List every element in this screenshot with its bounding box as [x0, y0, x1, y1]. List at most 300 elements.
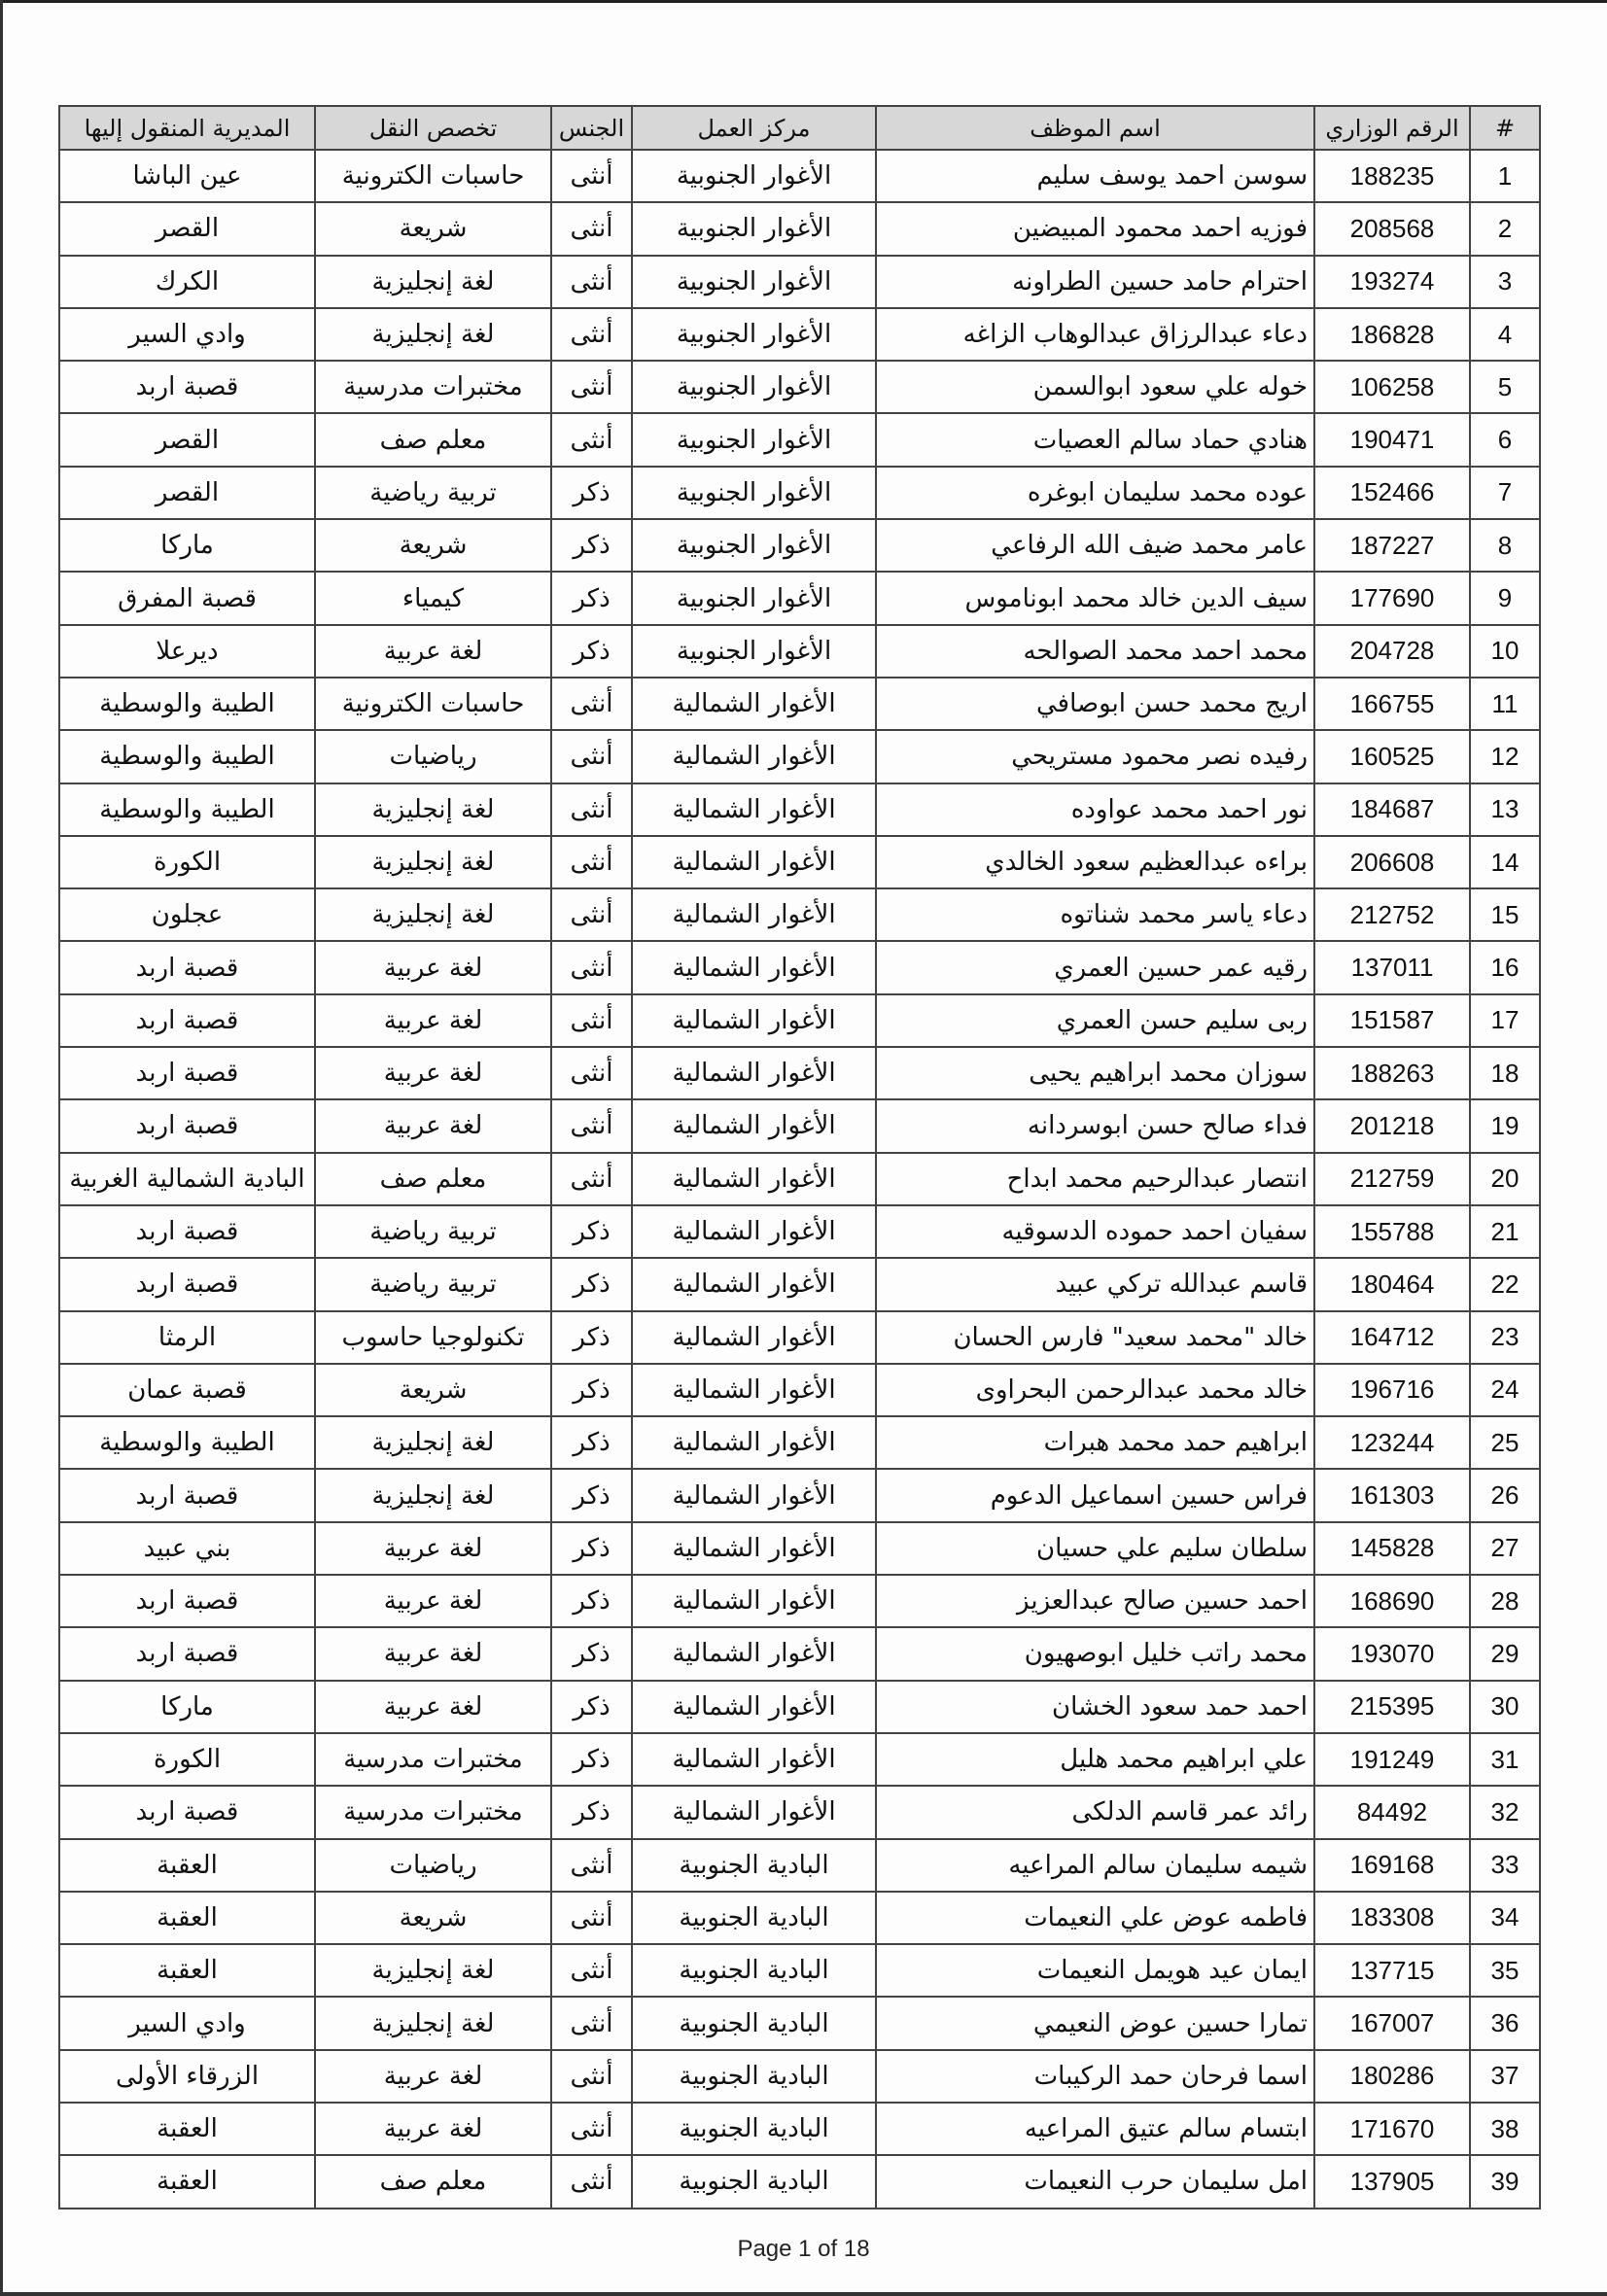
- cell-target-directorate: القصر: [59, 413, 315, 466]
- cell-row-number: 11: [1470, 678, 1540, 730]
- cell-gender: أنثى: [551, 361, 632, 413]
- table-row: [59, 1469, 1540, 1521]
- cell-row-number: 15: [1470, 888, 1540, 941]
- cell-work-center: الأغوار الشمالية: [632, 1099, 876, 1152]
- cell-target-directorate: وادي السير: [59, 308, 315, 361]
- cell-employee-name: سلطان سليم علي حسيان: [876, 1522, 1314, 1575]
- cell-employee-name: خالد "محمد سعيد" فارس الحسان: [876, 1311, 1314, 1364]
- cell-work-center: الأغوار الجنوبية: [632, 150, 876, 202]
- table-row: [59, 994, 1540, 1047]
- cell-transfer-specialty: تكنولوجيا حاسوب: [315, 1311, 551, 1364]
- header-num: #: [1470, 106, 1540, 150]
- cell-target-directorate: الكورة: [59, 836, 315, 888]
- cell-gender: أنثى: [551, 2050, 632, 2103]
- cell-work-center: الأغوار الجنوبية: [632, 361, 876, 413]
- cell-transfer-specialty: لغة عربية: [315, 1627, 551, 1680]
- cell-ministry-id: 106258: [1314, 361, 1470, 413]
- table-row: [59, 1681, 1540, 1733]
- cell-transfer-specialty: شريعة: [315, 519, 551, 572]
- cell-employee-name: خالد محمد عبدالرحمن البحراوى: [876, 1364, 1314, 1416]
- cell-gender: أنثى: [551, 1944, 632, 1997]
- cell-ministry-id: 193070: [1314, 1627, 1470, 1680]
- cell-work-center: البادية الجنوبية: [632, 2155, 876, 2208]
- cell-target-directorate: الرمثا: [59, 1311, 315, 1364]
- page-number: Page 1 of 18: [737, 2236, 870, 2262]
- cell-ministry-id: 161303: [1314, 1469, 1470, 1521]
- cell-row-number: 28: [1470, 1575, 1540, 1627]
- cell-row-number: 26: [1470, 1469, 1540, 1521]
- cell-target-directorate: قصبة اربد: [59, 1258, 315, 1310]
- table-row: [59, 1205, 1540, 1258]
- cell-transfer-specialty: شريعة: [315, 1364, 551, 1416]
- cell-row-number: 34: [1470, 1892, 1540, 1944]
- cell-employee-name: ابراهيم حمد محمد هبرات: [876, 1416, 1314, 1469]
- table-row: [59, 1364, 1540, 1416]
- cell-work-center: الأغوار الشمالية: [632, 994, 876, 1047]
- cell-ministry-id: 160525: [1314, 730, 1470, 783]
- cell-gender: ذكر: [551, 1733, 632, 1786]
- cell-gender: أنثى: [551, 941, 632, 993]
- cell-target-directorate: قصبة اربد: [59, 1205, 315, 1258]
- cell-work-center: البادية الجنوبية: [632, 1839, 876, 1892]
- cell-row-number: 3: [1470, 256, 1540, 308]
- cell-ministry-id: 212759: [1314, 1153, 1470, 1205]
- cell-work-center: الأغوار الجنوبية: [632, 625, 876, 678]
- cell-row-number: 16: [1470, 941, 1540, 993]
- cell-transfer-specialty: كيمياء: [315, 572, 551, 624]
- cell-employee-name: سيف الدين خالد محمد ابوناموس: [876, 572, 1314, 624]
- cell-row-number: 37: [1470, 2050, 1540, 2103]
- table-row: [59, 202, 1540, 255]
- table-row: [59, 1786, 1540, 1838]
- cell-gender: أنثى: [551, 2155, 632, 2208]
- cell-ministry-id: 137905: [1314, 2155, 1470, 2208]
- table-row: [59, 888, 1540, 941]
- cell-work-center: الأغوار الجنوبية: [632, 467, 876, 519]
- cell-gender: ذكر: [551, 1681, 632, 1733]
- cell-transfer-specialty: رياضيات: [315, 730, 551, 783]
- table-row: [59, 519, 1540, 572]
- cell-work-center: الأغوار الشمالية: [632, 783, 876, 836]
- cell-transfer-specialty: لغة إنجليزية: [315, 1997, 551, 2049]
- cell-row-number: 25: [1470, 1416, 1540, 1469]
- cell-gender: ذكر: [551, 1627, 632, 1680]
- cell-gender: أنثى: [551, 994, 632, 1047]
- cell-target-directorate: قصبة عمان: [59, 1364, 315, 1416]
- cell-transfer-specialty: لغة عربية: [315, 941, 551, 993]
- cell-gender: ذكر: [551, 1575, 632, 1627]
- cell-target-directorate: العقبة: [59, 2155, 315, 2208]
- cell-target-directorate: قصبة المفرق: [59, 572, 315, 624]
- cell-work-center: البادية الجنوبية: [632, 1997, 876, 2049]
- cell-ministry-id: 188235: [1314, 150, 1470, 202]
- cell-target-directorate: القصر: [59, 202, 315, 255]
- cell-employee-name: رفيده نصر محمود مستريحي: [876, 730, 1314, 783]
- cell-ministry-id: 191249: [1314, 1733, 1470, 1786]
- cell-target-directorate: بني عبيد: [59, 1522, 315, 1575]
- cell-target-directorate: الكورة: [59, 1733, 315, 1786]
- cell-employee-name: نور احمد محمد عواوده: [876, 783, 1314, 836]
- cell-ministry-id: 212752: [1314, 888, 1470, 941]
- cell-employee-name: فاطمه عوض علي النعيمات: [876, 1892, 1314, 1944]
- cell-gender: أنثى: [551, 730, 632, 783]
- cell-gender: أنثى: [551, 888, 632, 941]
- cell-target-directorate: العقبة: [59, 1892, 315, 1944]
- table-row: [59, 836, 1540, 888]
- cell-employee-name: عوده محمد سليمان ابوغره: [876, 467, 1314, 519]
- cell-work-center: الأغوار الشمالية: [632, 1522, 876, 1575]
- cell-transfer-specialty: مختبرات مدرسية: [315, 1733, 551, 1786]
- cell-gender: أنثى: [551, 1839, 632, 1892]
- cell-transfer-specialty: لغة إنجليزية: [315, 783, 551, 836]
- cell-gender: أنثى: [551, 202, 632, 255]
- cell-gender: ذكر: [551, 1364, 632, 1416]
- cell-row-number: 29: [1470, 1627, 1540, 1680]
- cell-ministry-id: 152466: [1314, 467, 1470, 519]
- cell-ministry-id: 151587: [1314, 994, 1470, 1047]
- cell-transfer-specialty: لغة عربية: [315, 625, 551, 678]
- cell-work-center: الأغوار الشمالية: [632, 1416, 876, 1469]
- cell-target-directorate: ماركا: [59, 519, 315, 572]
- cell-row-number: 35: [1470, 1944, 1540, 1997]
- cell-work-center: الأغوار الشمالية: [632, 1575, 876, 1627]
- table-row: [59, 1153, 1540, 1205]
- cell-target-directorate: وادي السير: [59, 1997, 315, 2049]
- cell-transfer-specialty: معلم صف: [315, 413, 551, 466]
- cell-transfer-specialty: رياضيات: [315, 1839, 551, 1892]
- cell-employee-name: انتصار عبدالرحيم محمد ابداح: [876, 1153, 1314, 1205]
- cell-gender: ذكر: [551, 467, 632, 519]
- cell-transfer-specialty: مختبرات مدرسية: [315, 361, 551, 413]
- cell-ministry-id: 180464: [1314, 1258, 1470, 1310]
- cell-target-directorate: قصبة اربد: [59, 1099, 315, 1152]
- cell-transfer-specialty: لغة إنجليزية: [315, 1416, 551, 1469]
- cell-employee-name: رقيه عمر حسين العمري: [876, 941, 1314, 993]
- cell-employee-name: دعاء عبدالرزاق عبدالوهاب الزاغه: [876, 308, 1314, 361]
- table-row: [59, 941, 1540, 993]
- cell-work-center: الأغوار الشمالية: [632, 1681, 876, 1733]
- table-row: [59, 2155, 1540, 2208]
- cell-gender: أنثى: [551, 2103, 632, 2155]
- table-row: [59, 413, 1540, 466]
- cell-ministry-id: 190471: [1314, 413, 1470, 466]
- cell-target-directorate: الزرقاء الأولى: [59, 2050, 315, 2103]
- cell-work-center: الأغوار الجنوبية: [632, 519, 876, 572]
- cell-work-center: البادية الجنوبية: [632, 1944, 876, 1997]
- cell-employee-name: سوزان محمد ابراهيم يحيى: [876, 1047, 1314, 1099]
- cell-transfer-specialty: لغة عربية: [315, 1047, 551, 1099]
- header-target-directorate: المديرية المنقول إليها: [59, 106, 315, 150]
- cell-employee-name: تمارا حسين عوض النعيمي: [876, 1997, 1314, 2049]
- cell-transfer-specialty: لغة عربية: [315, 2103, 551, 2155]
- cell-gender: أنثى: [551, 1047, 632, 1099]
- cell-target-directorate: العقبة: [59, 1944, 315, 1997]
- cell-ministry-id: 177690: [1314, 572, 1470, 624]
- cell-row-number: 24: [1470, 1364, 1540, 1416]
- cell-gender: ذكر: [551, 572, 632, 624]
- cell-target-directorate: قصبة اربد: [59, 941, 315, 993]
- cell-ministry-id: 169168: [1314, 1839, 1470, 1892]
- cell-employee-name: علي ابراهيم محمد هليل: [876, 1733, 1314, 1786]
- cell-gender: ذكر: [551, 1258, 632, 1310]
- cell-ministry-id: 208568: [1314, 202, 1470, 255]
- header-employee-name: اسم الموظف: [876, 106, 1314, 150]
- cell-work-center: الأغوار الشمالية: [632, 1153, 876, 1205]
- cell-transfer-specialty: مختبرات مدرسية: [315, 1786, 551, 1838]
- cell-work-center: الأغوار الجنوبية: [632, 256, 876, 308]
- cell-row-number: 10: [1470, 625, 1540, 678]
- cell-gender: ذكر: [551, 1416, 632, 1469]
- cell-target-directorate: الطيبة والوسطية: [59, 678, 315, 730]
- cell-transfer-specialty: لغة عربية: [315, 2050, 551, 2103]
- cell-employee-name: براءه عبدالعظيم سعود الخالدي: [876, 836, 1314, 888]
- cell-ministry-id: 193274: [1314, 256, 1470, 308]
- cell-target-directorate: البادية الشمالية الغربية: [59, 1153, 315, 1205]
- cell-transfer-specialty: معلم صف: [315, 1153, 551, 1205]
- cell-employee-name: فداء صالح حسن ابوسردانه: [876, 1099, 1314, 1152]
- scan-border-bottom: [0, 2292, 1607, 2296]
- cell-gender: أنثى: [551, 1892, 632, 1944]
- cell-work-center: الأغوار الشمالية: [632, 1364, 876, 1416]
- cell-target-directorate: ماركا: [59, 1681, 315, 1733]
- cell-ministry-id: 155788: [1314, 1205, 1470, 1258]
- table-row: [59, 1311, 1540, 1364]
- header-transfer-specialty: تخصص النقل: [315, 106, 551, 150]
- cell-row-number: 18: [1470, 1047, 1540, 1099]
- table-row: [59, 256, 1540, 308]
- cell-ministry-id: 196716: [1314, 1364, 1470, 1416]
- cell-row-number: 19: [1470, 1099, 1540, 1152]
- table-row: [59, 1416, 1540, 1469]
- header-ministry-id: الرقم الوزاري: [1314, 106, 1470, 150]
- cell-work-center: الأغوار الشمالية: [632, 888, 876, 941]
- cell-row-number: 39: [1470, 2155, 1540, 2208]
- table-row: [59, 1733, 1540, 1786]
- cell-employee-name: ربى سليم حسن العمري: [876, 994, 1314, 1047]
- table-row: [59, 783, 1540, 836]
- table-row: [59, 1522, 1540, 1575]
- cell-work-center: الأغوار الشمالية: [632, 1786, 876, 1838]
- cell-work-center: البادية الجنوبية: [632, 2050, 876, 2103]
- table-row: [59, 1944, 1540, 1997]
- table-row: [59, 2050, 1540, 2103]
- cell-gender: أنثى: [551, 256, 632, 308]
- cell-ministry-id: 180286: [1314, 2050, 1470, 2103]
- table-row: [59, 361, 1540, 413]
- cell-transfer-specialty: شريعة: [315, 1892, 551, 1944]
- cell-target-directorate: ديرعلا: [59, 625, 315, 678]
- cell-work-center: الأغوار الشمالية: [632, 941, 876, 993]
- cell-target-directorate: الكرك: [59, 256, 315, 308]
- cell-row-number: 4: [1470, 308, 1540, 361]
- cell-row-number: 30: [1470, 1681, 1540, 1733]
- cell-ministry-id: 171670: [1314, 2103, 1470, 2155]
- cell-transfer-specialty: حاسبات الكترونية: [315, 678, 551, 730]
- cell-work-center: الأغوار الشمالية: [632, 1258, 876, 1310]
- cell-target-directorate: العقبة: [59, 2103, 315, 2155]
- cell-transfer-specialty: لغة عربية: [315, 1099, 551, 1152]
- cell-row-number: 17: [1470, 994, 1540, 1047]
- cell-gender: أنثى: [551, 783, 632, 836]
- cell-work-center: الأغوار الجنوبية: [632, 308, 876, 361]
- cell-target-directorate: عين الباشا: [59, 150, 315, 202]
- cell-employee-name: احترام حامد حسين الطراونه: [876, 256, 1314, 308]
- cell-gender: ذكر: [551, 519, 632, 572]
- cell-row-number: 6: [1470, 413, 1540, 466]
- cell-employee-name: شيمه سليمان سالم المراعيه: [876, 1839, 1314, 1892]
- cell-row-number: 20: [1470, 1153, 1540, 1205]
- cell-row-number: 21: [1470, 1205, 1540, 1258]
- cell-target-directorate: قصبة اربد: [59, 1786, 315, 1838]
- cell-ministry-id: 166755: [1314, 678, 1470, 730]
- cell-employee-name: امل سليمان حرب النعيمات: [876, 2155, 1314, 2208]
- cell-target-directorate: قصبة اربد: [59, 1469, 315, 1521]
- cell-row-number: 2: [1470, 202, 1540, 255]
- cell-transfer-specialty: حاسبات الكترونية: [315, 150, 551, 202]
- table-row: [59, 1839, 1540, 1892]
- scan-border-top: [0, 0, 1607, 3]
- cell-ministry-id: 206608: [1314, 836, 1470, 888]
- cell-transfer-specialty: شريعة: [315, 202, 551, 255]
- cell-transfer-specialty: لغة إنجليزية: [315, 1469, 551, 1521]
- cell-employee-name: خوله علي سعود ابوالسمن: [876, 361, 1314, 413]
- table-row: [59, 2103, 1540, 2155]
- table-row: [59, 1997, 1540, 2049]
- transfer-table: [58, 105, 1541, 2209]
- table-row: [59, 730, 1540, 783]
- cell-target-directorate: قصبة اربد: [59, 361, 315, 413]
- cell-ministry-id: 188263: [1314, 1047, 1470, 1099]
- cell-gender: أنثى: [551, 1099, 632, 1152]
- cell-gender: ذكر: [551, 1311, 632, 1364]
- table-row: [59, 1047, 1540, 1099]
- cell-transfer-specialty: لغة إنجليزية: [315, 888, 551, 941]
- cell-employee-name: اريج محمد حسن ابوصافي: [876, 678, 1314, 730]
- cell-ministry-id: 167007: [1314, 1997, 1470, 2049]
- cell-ministry-id: 168690: [1314, 1575, 1470, 1627]
- cell-gender: ذكر: [551, 625, 632, 678]
- table-row: [59, 625, 1540, 678]
- cell-row-number: 27: [1470, 1522, 1540, 1575]
- cell-transfer-specialty: لغة عربية: [315, 994, 551, 1047]
- cell-gender: أنثى: [551, 1997, 632, 2049]
- cell-row-number: 23: [1470, 1311, 1540, 1364]
- cell-ministry-id: 137011: [1314, 941, 1470, 993]
- cell-row-number: 31: [1470, 1733, 1540, 1786]
- header-work-center: مركز العمل: [632, 106, 876, 150]
- cell-employee-name: محمد احمد محمد الصوالحه: [876, 625, 1314, 678]
- cell-work-center: الأغوار الجنوبية: [632, 413, 876, 466]
- cell-work-center: الأغوار الجنوبية: [632, 572, 876, 624]
- cell-transfer-specialty: تربية رياضية: [315, 467, 551, 519]
- cell-ministry-id: 204728: [1314, 625, 1470, 678]
- cell-gender: أنثى: [551, 308, 632, 361]
- cell-ministry-id: 84492: [1314, 1786, 1470, 1838]
- cell-transfer-specialty: لغة إنجليزية: [315, 1944, 551, 1997]
- cell-gender: أنثى: [551, 1153, 632, 1205]
- cell-ministry-id: 187227: [1314, 519, 1470, 572]
- cell-row-number: 13: [1470, 783, 1540, 836]
- cell-ministry-id: 164712: [1314, 1311, 1470, 1364]
- cell-target-directorate: قصبة اربد: [59, 994, 315, 1047]
- cell-gender: ذكر: [551, 1522, 632, 1575]
- table-row: [59, 1575, 1540, 1627]
- table-header-row: [59, 106, 1540, 150]
- cell-work-center: البادية الجنوبية: [632, 2103, 876, 2155]
- cell-transfer-specialty: لغة إنجليزية: [315, 308, 551, 361]
- cell-ministry-id: 145828: [1314, 1522, 1470, 1575]
- table-row: [59, 1258, 1540, 1310]
- cell-target-directorate: الطيبة والوسطية: [59, 1416, 315, 1469]
- cell-row-number: 32: [1470, 1786, 1540, 1838]
- cell-row-number: 38: [1470, 2103, 1540, 2155]
- cell-work-center: الأغوار الشمالية: [632, 1469, 876, 1521]
- cell-row-number: 7: [1470, 467, 1540, 519]
- cell-transfer-specialty: تربية رياضية: [315, 1258, 551, 1310]
- cell-row-number: 22: [1470, 1258, 1540, 1310]
- cell-employee-name: رائد عمر قاسم الدلكى: [876, 1786, 1314, 1838]
- cell-transfer-specialty: لغة عربية: [315, 1522, 551, 1575]
- cell-employee-name: محمد راتب خليل ابوصهيون: [876, 1627, 1314, 1680]
- cell-employee-name: فراس حسين اسماعيل الدعوم: [876, 1469, 1314, 1521]
- cell-employee-name: اسما فرحان حمد الركيبات: [876, 2050, 1314, 2103]
- cell-target-directorate: قصبة اربد: [59, 1575, 315, 1627]
- cell-employee-name: ايمان عيد هويمل النعيمات: [876, 1944, 1314, 1997]
- cell-target-directorate: الطيبة والوسطية: [59, 783, 315, 836]
- cell-gender: ذكر: [551, 1786, 632, 1838]
- cell-ministry-id: 215395: [1314, 1681, 1470, 1733]
- cell-gender: أنثى: [551, 678, 632, 730]
- cell-transfer-specialty: معلم صف: [315, 2155, 551, 2208]
- cell-gender: ذكر: [551, 1205, 632, 1258]
- cell-work-center: الأغوار الشمالية: [632, 1205, 876, 1258]
- cell-employee-name: هنادي حماد سالم العصيات: [876, 413, 1314, 466]
- cell-row-number: 14: [1470, 836, 1540, 888]
- cell-employee-name: قاسم عبدالله تركي عبيد: [876, 1258, 1314, 1310]
- cell-row-number: 5: [1470, 361, 1540, 413]
- cell-employee-name: احمد حمد سعود الخشان: [876, 1681, 1314, 1733]
- cell-row-number: 1: [1470, 150, 1540, 202]
- cell-target-directorate: قصبة اربد: [59, 1047, 315, 1099]
- table-row: [59, 150, 1540, 202]
- cell-employee-name: ابتسام سالم عتيق المراعيه: [876, 2103, 1314, 2155]
- cell-ministry-id: 137715: [1314, 1944, 1470, 1997]
- cell-transfer-specialty: لغة عربية: [315, 1575, 551, 1627]
- header-gender: الجنس: [551, 106, 632, 150]
- cell-gender: أنثى: [551, 413, 632, 466]
- cell-row-number: 33: [1470, 1839, 1540, 1892]
- cell-employee-name: فوزيه احمد محمود المبيضين: [876, 202, 1314, 255]
- table-row: [59, 1892, 1540, 1944]
- cell-work-center: البادية الجنوبية: [632, 1892, 876, 1944]
- cell-gender: أنثى: [551, 150, 632, 202]
- cell-transfer-specialty: لغة عربية: [315, 1681, 551, 1733]
- cell-employee-name: احمد حسين صالح عبدالعزيز: [876, 1575, 1314, 1627]
- cell-work-center: الأغوار الشمالية: [632, 678, 876, 730]
- cell-work-center: الأغوار الشمالية: [632, 836, 876, 888]
- cell-target-directorate: الطيبة والوسطية: [59, 730, 315, 783]
- cell-ministry-id: 186828: [1314, 308, 1470, 361]
- cell-target-directorate: القصر: [59, 467, 315, 519]
- cell-gender: ذكر: [551, 1469, 632, 1521]
- table-row: [59, 308, 1540, 361]
- scan-border-left: [0, 0, 3, 2296]
- cell-transfer-specialty: لغة إنجليزية: [315, 836, 551, 888]
- table-row: [59, 572, 1540, 624]
- cell-row-number: 36: [1470, 1997, 1540, 2049]
- cell-transfer-specialty: تربية رياضية: [315, 1205, 551, 1258]
- cell-employee-name: دعاء ياسر محمد شناتوه: [876, 888, 1314, 941]
